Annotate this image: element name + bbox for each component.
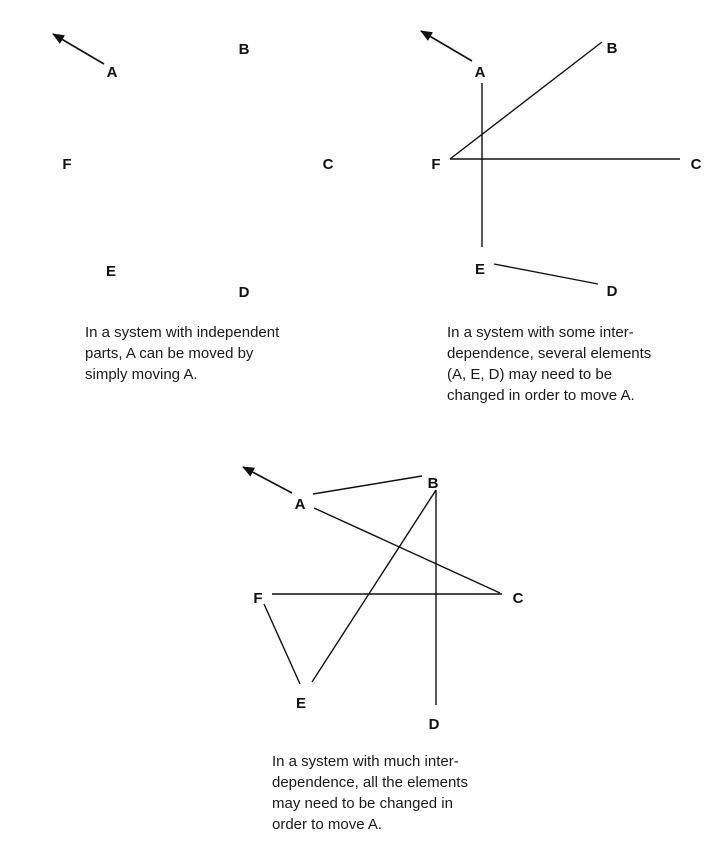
node-label-c: C — [322, 155, 334, 173]
node-label-f: F — [62, 155, 72, 173]
node-label-a: A — [106, 63, 118, 81]
node-label-d: D — [428, 715, 440, 733]
caption-line: changed in order to move A. — [447, 387, 635, 404]
node-label-b: B — [427, 474, 439, 492]
node-label-e: E — [105, 262, 117, 280]
move-arrow-icon — [53, 34, 104, 64]
caption-much-interdependence — [272, 751, 468, 835]
caption-line: order to move A. — [272, 816, 383, 833]
caption-independent — [85, 322, 279, 385]
edge-f-b — [450, 42, 602, 159]
caption-some-interdependence — [447, 322, 651, 406]
node-label-d: D — [238, 283, 250, 301]
node-label-f: F — [431, 155, 441, 173]
node-label-a: A — [474, 63, 486, 81]
move-arrow-icon — [421, 31, 472, 61]
edge-a-b — [313, 476, 422, 494]
edge-b-e — [312, 490, 436, 682]
diagram-much-interdependence — [243, 467, 524, 733]
diagram-some-interdependence — [421, 31, 702, 300]
edge-a-c — [314, 508, 500, 593]
caption-line: may need to be changed in — [272, 795, 453, 812]
caption-line: dependence, several elements — [447, 345, 652, 362]
caption-line: In a system with much inter- — [272, 753, 459, 770]
node-label-e: E — [474, 260, 486, 278]
edge-f-e — [264, 604, 300, 684]
node-label-b: B — [238, 40, 250, 58]
node-label-f: F — [253, 589, 263, 607]
caption-line: parts, A can be moved by — [85, 345, 254, 362]
diagram-independent — [53, 34, 334, 301]
caption-line: In a system with some inter- — [447, 324, 634, 341]
caption-line: dependence, all the elements — [272, 774, 468, 791]
caption-line: simply moving A. — [85, 366, 198, 383]
node-label-c: C — [690, 155, 702, 173]
node-label-b: B — [606, 39, 618, 57]
caption-line: In a system with independent — [85, 324, 280, 341]
node-label-e: E — [295, 694, 307, 712]
node-label-a: A — [294, 495, 306, 513]
move-arrow-icon — [243, 467, 292, 493]
edge-e-d — [494, 264, 598, 284]
caption-line: (A, E, D) may need to be — [447, 366, 613, 383]
node-label-c: C — [512, 589, 524, 607]
node-label-d: D — [606, 282, 618, 300]
